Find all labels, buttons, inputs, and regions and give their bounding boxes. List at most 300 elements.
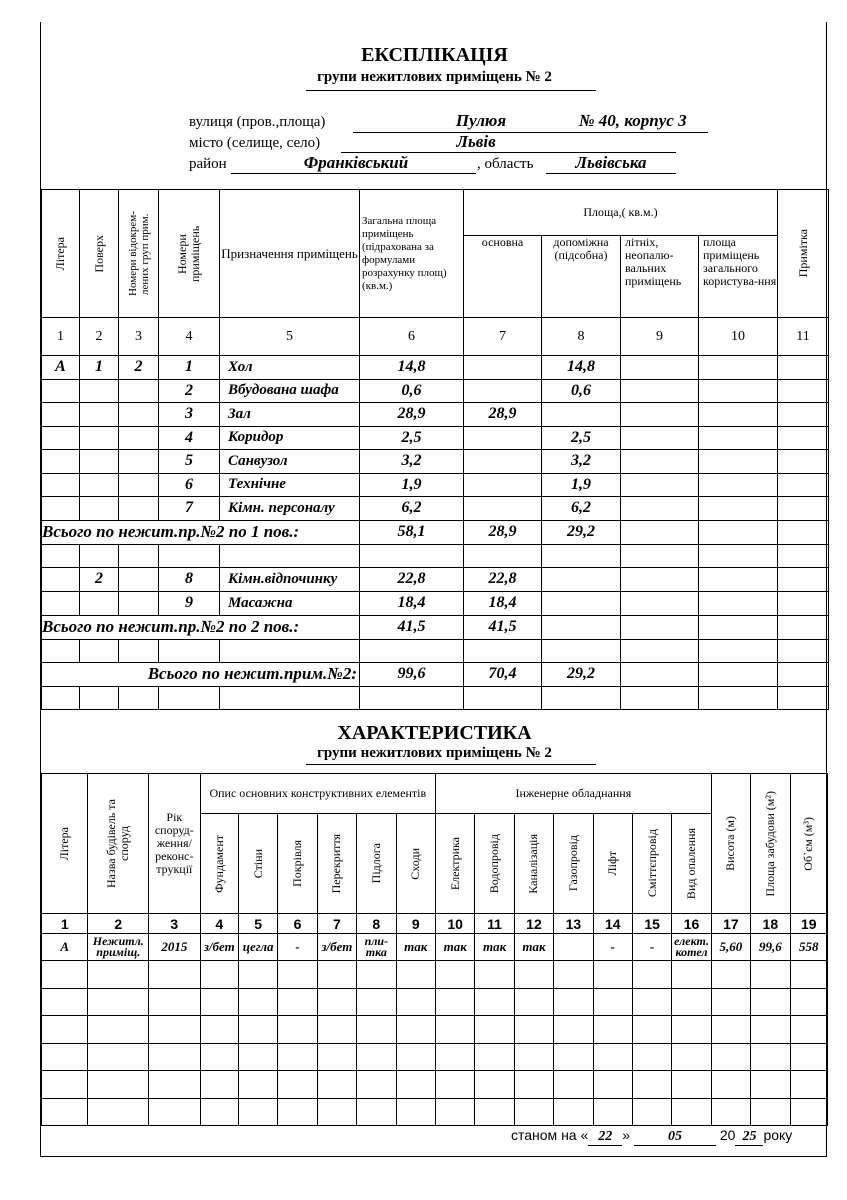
t2-electric-header: Електрика xyxy=(447,836,462,891)
main-area-cell xyxy=(464,450,542,474)
table-row xyxy=(42,567,829,591)
table-cell xyxy=(200,988,238,1016)
subtotal-total: 99,6 xyxy=(360,662,464,686)
table-cell xyxy=(621,639,699,662)
table-cell xyxy=(278,1071,317,1099)
summer-area-cell xyxy=(621,450,699,474)
table-cell xyxy=(149,988,201,1016)
table-cell xyxy=(554,1098,593,1126)
date-sep: » xyxy=(622,1127,631,1143)
table-cell xyxy=(621,615,699,639)
aux-area-cell xyxy=(542,591,621,615)
room-name-cell: Технічне xyxy=(220,473,360,497)
table-cell xyxy=(699,639,778,662)
common-area-cell xyxy=(699,379,778,403)
table-cell xyxy=(42,1043,88,1071)
col-common-header: площа приміщень загального користува-ння xyxy=(699,236,778,318)
subtotal-row xyxy=(42,662,829,686)
table-cell xyxy=(514,1043,553,1071)
table-cell xyxy=(435,961,474,989)
room-number-cell: 4 xyxy=(159,426,220,450)
table-cell xyxy=(357,1016,396,1044)
table-cell xyxy=(778,662,829,686)
table-cell xyxy=(278,1016,317,1044)
note-cell xyxy=(778,403,829,427)
date-month: 05 xyxy=(634,1129,716,1146)
group-cell: 2 xyxy=(119,356,159,380)
table-cell xyxy=(119,686,159,709)
table-row xyxy=(42,497,829,521)
table-cell xyxy=(200,1071,238,1099)
city-value: Львів xyxy=(456,132,496,151)
table-cell xyxy=(593,988,632,1016)
table-cell xyxy=(200,1098,238,1126)
table-cell xyxy=(621,662,699,686)
t2-sewer-header: Каналізація xyxy=(526,833,541,894)
column-number: 14 xyxy=(593,914,632,934)
city-label: місто (селище, село) xyxy=(189,135,321,151)
floor-cell xyxy=(80,426,119,450)
table-cell xyxy=(88,1043,149,1071)
main-area-cell xyxy=(464,356,542,380)
table-row xyxy=(42,591,829,615)
table-cell xyxy=(711,1071,750,1099)
table-cell xyxy=(238,1016,277,1044)
column-number: 19 xyxy=(790,914,827,934)
group-cell xyxy=(119,473,159,497)
table-cell xyxy=(632,961,671,989)
table-cell xyxy=(396,1016,435,1044)
table-cell xyxy=(672,1098,711,1126)
floor-cell xyxy=(80,450,119,474)
district-label: район xyxy=(189,156,227,172)
room-name-cell: Хол xyxy=(220,356,360,380)
table-cell xyxy=(542,639,621,662)
t2-garbage-cell: - xyxy=(632,934,671,961)
table-row xyxy=(42,639,829,662)
table-cell xyxy=(238,988,277,1016)
table-cell xyxy=(357,1098,396,1126)
column-number: 6 xyxy=(360,318,464,356)
subtotal-main: 28,9 xyxy=(464,520,542,544)
table-row xyxy=(42,988,828,1016)
column-number: 3 xyxy=(149,914,201,934)
explication-table xyxy=(41,189,829,710)
table-cell xyxy=(672,1071,711,1099)
table-cell xyxy=(672,1016,711,1044)
subtotal-total: 58,1 xyxy=(360,520,464,544)
table-cell xyxy=(238,1098,277,1126)
table-cell xyxy=(42,961,88,989)
table-cell xyxy=(238,961,277,989)
house-number: № 40, корпус 3 xyxy=(579,111,687,130)
t2-name-cell: Нежитл. приміщ. xyxy=(88,934,149,961)
column-number: 10 xyxy=(435,914,474,934)
subtotal-label: Всього по нежит.прим.№2: xyxy=(42,662,360,686)
column-number: 11 xyxy=(475,914,514,934)
table-cell xyxy=(475,961,514,989)
table-cell xyxy=(149,1098,201,1126)
table-cell xyxy=(711,1098,750,1126)
table-cell xyxy=(357,988,396,1016)
table-cell xyxy=(149,1016,201,1044)
table-cell xyxy=(435,988,474,1016)
table-cell xyxy=(475,1098,514,1126)
table-cell xyxy=(220,544,360,567)
main-area-cell xyxy=(464,379,542,403)
aux-area-cell: 6,2 xyxy=(542,497,621,521)
col-main-header: основна xyxy=(464,236,542,318)
column-number: 15 xyxy=(632,914,671,934)
note-cell xyxy=(778,426,829,450)
note-cell xyxy=(778,473,829,497)
col-litera-header: Літера xyxy=(53,236,67,271)
column-number: 13 xyxy=(554,914,593,934)
table-cell xyxy=(88,1071,149,1099)
room-name-cell: Кімн.відпочинку xyxy=(220,567,360,591)
table-cell xyxy=(220,686,360,709)
table-cell xyxy=(396,1098,435,1126)
t2-data-row xyxy=(42,934,828,961)
t2-roof-header-cell xyxy=(278,814,317,914)
table-cell xyxy=(593,1016,632,1044)
common-area-cell xyxy=(699,426,778,450)
note-cell xyxy=(778,497,829,521)
table-cell xyxy=(699,662,778,686)
table-cell xyxy=(435,1043,474,1071)
table-cell xyxy=(790,1098,827,1126)
characteristics-title: ХАРАКТЕРИСТИКА xyxy=(337,722,532,744)
total-area-cell: 18,4 xyxy=(360,591,464,615)
summer-area-cell xyxy=(621,379,699,403)
table-cell xyxy=(149,1043,201,1071)
table-cell xyxy=(751,961,790,989)
table-row xyxy=(42,1071,828,1099)
table-cell xyxy=(360,639,464,662)
date-year: 25 xyxy=(735,1129,763,1146)
subtotal-total: 41,5 xyxy=(360,615,464,639)
table-cell xyxy=(711,988,750,1016)
table-cell xyxy=(514,961,553,989)
table-cell xyxy=(80,544,119,567)
table-cell xyxy=(711,961,750,989)
total-area-cell: 2,5 xyxy=(360,426,464,450)
common-area-cell xyxy=(699,497,778,521)
characteristics-subtitle: групи нежитлових приміщень № 2 xyxy=(317,745,552,761)
table-cell xyxy=(632,1043,671,1071)
common-area-cell xyxy=(699,591,778,615)
t2-height-header: Висота (м) xyxy=(723,816,738,871)
table-row xyxy=(42,426,829,450)
aux-area-cell: 3,2 xyxy=(542,450,621,474)
table-cell xyxy=(317,1043,356,1071)
group-cell xyxy=(119,497,159,521)
t2-year-cell: 2015 xyxy=(149,934,201,961)
column-number: 2 xyxy=(88,914,149,934)
table-cell xyxy=(396,1071,435,1099)
col-group-header: Номери відокрем-лених груп прим. xyxy=(126,211,151,296)
t2-walls-header-cell xyxy=(238,814,277,914)
table-cell xyxy=(778,615,829,639)
t2-built-area-header: Площа забудови (м²) xyxy=(762,790,777,897)
table-cell xyxy=(554,961,593,989)
t2-lift-cell: - xyxy=(593,934,632,961)
subtotal-main: 70,4 xyxy=(464,662,542,686)
table-cell xyxy=(435,1098,474,1126)
col-floor-header: Поверх xyxy=(91,234,106,273)
summer-area-cell xyxy=(621,591,699,615)
column-number: 8 xyxy=(357,914,396,934)
table-cell xyxy=(42,988,88,1016)
table-cell xyxy=(278,1043,317,1071)
table-cell xyxy=(699,520,778,544)
table-row xyxy=(42,403,829,427)
table-row xyxy=(42,1098,828,1126)
table-cell xyxy=(357,1071,396,1099)
table-cell xyxy=(159,544,220,567)
litera-cell xyxy=(42,403,80,427)
table-cell xyxy=(632,1098,671,1126)
column-number: 7 xyxy=(317,914,356,934)
table-cell xyxy=(751,1098,790,1126)
total-area-cell: 3,2 xyxy=(360,450,464,474)
table-cell xyxy=(278,988,317,1016)
t2-walls-header: Стіни xyxy=(250,848,265,879)
room-name-cell: Коридор xyxy=(220,426,360,450)
table-cell xyxy=(621,686,699,709)
table-cell xyxy=(699,544,778,567)
litera-cell: А xyxy=(42,356,80,380)
litera-cell xyxy=(42,426,80,450)
t2-foundation-header: Фундамент xyxy=(211,834,226,893)
table-cell xyxy=(42,544,80,567)
common-area-cell xyxy=(699,356,778,380)
t2-volume-cell: 558 xyxy=(790,934,827,961)
room-name-cell: Санвузол xyxy=(220,450,360,474)
column-number: 16 xyxy=(672,914,711,934)
col-note-header: Примітка xyxy=(795,229,810,278)
t2-foundation-header-cell xyxy=(200,814,238,914)
as-of-date xyxy=(511,1127,792,1146)
table-cell xyxy=(778,639,829,662)
common-area-cell xyxy=(699,450,778,474)
page-subtitle: групи нежитлових приміщень № 2 xyxy=(317,69,552,85)
litera-cell xyxy=(42,567,80,591)
table-cell xyxy=(278,1098,317,1126)
room-number-cell: 6 xyxy=(159,473,220,497)
col-aux-header: допоміжна (підсобна) xyxy=(542,236,621,318)
t2-heating-header: Вид опалення xyxy=(684,827,699,900)
table-cell xyxy=(317,961,356,989)
main-area-cell: 22,8 xyxy=(464,567,542,591)
table-cell xyxy=(542,686,621,709)
t2-ceiling-header-cell xyxy=(317,814,356,914)
table-cell xyxy=(790,988,827,1016)
column-number: 12 xyxy=(514,914,553,934)
t2-walls-cell: цегла xyxy=(238,934,277,961)
table-cell xyxy=(475,988,514,1016)
summer-area-cell xyxy=(621,426,699,450)
t2-ceiling-cell: з/бет xyxy=(317,934,356,961)
table-cell xyxy=(80,686,119,709)
char-subtitle-underline xyxy=(306,764,596,765)
table-cell xyxy=(464,639,542,662)
note-cell xyxy=(778,567,829,591)
table-cell xyxy=(554,1043,593,1071)
common-area-cell xyxy=(699,403,778,427)
note-cell xyxy=(778,356,829,380)
street-line xyxy=(353,132,708,133)
table-cell xyxy=(464,544,542,567)
t2-name-header: Назва будівель та споруд xyxy=(104,799,132,888)
subtotal-row xyxy=(42,615,829,639)
group-cell xyxy=(119,403,159,427)
table-cell xyxy=(238,1071,277,1099)
table-cell xyxy=(475,1043,514,1071)
column-number: 5 xyxy=(238,914,277,934)
street-value: Пулюя xyxy=(455,111,507,130)
t2-heating-cell: елект. котел xyxy=(672,934,711,961)
table-cell xyxy=(514,1098,553,1126)
column-numbers-row xyxy=(42,318,829,356)
room-number-cell: 9 xyxy=(159,591,220,615)
table-row xyxy=(42,961,828,989)
litera-cell xyxy=(42,379,80,403)
document-sheet xyxy=(40,22,827,1157)
table-row xyxy=(42,450,829,474)
column-number: 2 xyxy=(80,318,119,356)
table-cell xyxy=(632,988,671,1016)
floor-cell xyxy=(80,403,119,427)
group-cell xyxy=(119,567,159,591)
table-cell xyxy=(42,1071,88,1099)
floor-cell xyxy=(80,497,119,521)
district-line xyxy=(231,173,476,174)
table-cell xyxy=(790,1071,827,1099)
region-label: , область xyxy=(477,156,534,172)
t2-floor-header-cell xyxy=(357,814,396,914)
room-number-cell: 5 xyxy=(159,450,220,474)
table-cell xyxy=(621,544,699,567)
column-number: 1 xyxy=(42,914,88,934)
aux-area-cell: 0,6 xyxy=(542,379,621,403)
table-cell xyxy=(317,1071,356,1099)
region-value: Львівська xyxy=(575,153,647,172)
table-cell xyxy=(790,961,827,989)
table-cell xyxy=(88,961,149,989)
t2-volume-header: Об`єм (м³) xyxy=(801,816,816,871)
t2-foundation-cell: з/бет xyxy=(200,934,238,961)
room-name-cell: Кімн. персоналу xyxy=(220,497,360,521)
main-area-cell: 28,9 xyxy=(464,403,542,427)
table-cell xyxy=(220,639,360,662)
t2-sewer-cell: так xyxy=(514,934,553,961)
table-cell xyxy=(751,1071,790,1099)
table-cell xyxy=(554,1071,593,1099)
table-cell xyxy=(159,639,220,662)
table-cell xyxy=(464,686,542,709)
total-area-cell: 0,6 xyxy=(360,379,464,403)
floor-cell xyxy=(80,379,119,403)
table-row xyxy=(42,473,829,497)
column-number: 4 xyxy=(159,318,220,356)
room-number-cell: 2 xyxy=(159,379,220,403)
floor-cell xyxy=(80,473,119,497)
table-cell xyxy=(711,1016,750,1044)
aux-area-cell: 1,9 xyxy=(542,473,621,497)
table-cell xyxy=(317,988,356,1016)
aux-area-cell: 14,8 xyxy=(542,356,621,380)
table-cell xyxy=(360,686,464,709)
district-value: Франківський xyxy=(303,153,409,172)
t2-sewer-header-cell xyxy=(514,814,553,914)
litera-cell xyxy=(42,591,80,615)
room-name-cell: Масажна xyxy=(220,591,360,615)
t2-stairs-header-cell xyxy=(396,814,435,914)
date-suffix: року xyxy=(763,1127,793,1143)
t2-litera-header: Літера xyxy=(57,826,72,861)
table-row xyxy=(42,356,829,380)
table-cell xyxy=(80,639,119,662)
aux-area-cell xyxy=(542,403,621,427)
table-cell xyxy=(360,544,464,567)
group-cell xyxy=(119,450,159,474)
table-cell xyxy=(357,1043,396,1071)
table-cell xyxy=(751,1043,790,1071)
t2-lift-header-cell xyxy=(593,814,632,914)
t2-garbage-header: Сміттєпровід xyxy=(644,829,659,898)
table-cell xyxy=(159,686,220,709)
column-number: 6 xyxy=(278,914,317,934)
group-cell xyxy=(119,379,159,403)
table-row xyxy=(42,544,829,567)
main-area-cell xyxy=(464,426,542,450)
table-cell xyxy=(699,686,778,709)
street-label: вулиця (пров.,площа) xyxy=(189,114,326,130)
t2-eng-header: Інженерне обладнання xyxy=(435,774,711,814)
t2-electric-cell: так xyxy=(435,934,474,961)
group-cell xyxy=(119,591,159,615)
summer-area-cell xyxy=(621,473,699,497)
total-area-cell: 6,2 xyxy=(360,497,464,521)
summer-area-cell xyxy=(621,567,699,591)
table-cell xyxy=(357,961,396,989)
room-number-cell: 3 xyxy=(159,403,220,427)
region-line xyxy=(546,173,676,174)
table-cell xyxy=(396,988,435,1016)
table-cell xyxy=(554,988,593,1016)
table-cell xyxy=(396,961,435,989)
column-number: 9 xyxy=(396,914,435,934)
table-cell xyxy=(778,520,829,544)
table-cell xyxy=(317,1016,356,1044)
column-number: 17 xyxy=(711,914,750,934)
main-area-cell xyxy=(464,497,542,521)
litera-cell xyxy=(42,497,80,521)
table-cell xyxy=(514,1071,553,1099)
t2-roof-header: Покрівля xyxy=(290,840,305,887)
column-number: 3 xyxy=(119,318,159,356)
column-number: 10 xyxy=(699,318,778,356)
table-cell xyxy=(475,1016,514,1044)
litera-cell xyxy=(42,450,80,474)
t2-heating-header-cell xyxy=(672,814,711,914)
t2-built_area-cell: 99,6 xyxy=(751,934,790,961)
table-cell xyxy=(672,961,711,989)
main-area-cell xyxy=(464,473,542,497)
table-cell xyxy=(554,1016,593,1044)
date-year-prefix: 20 xyxy=(719,1127,736,1143)
